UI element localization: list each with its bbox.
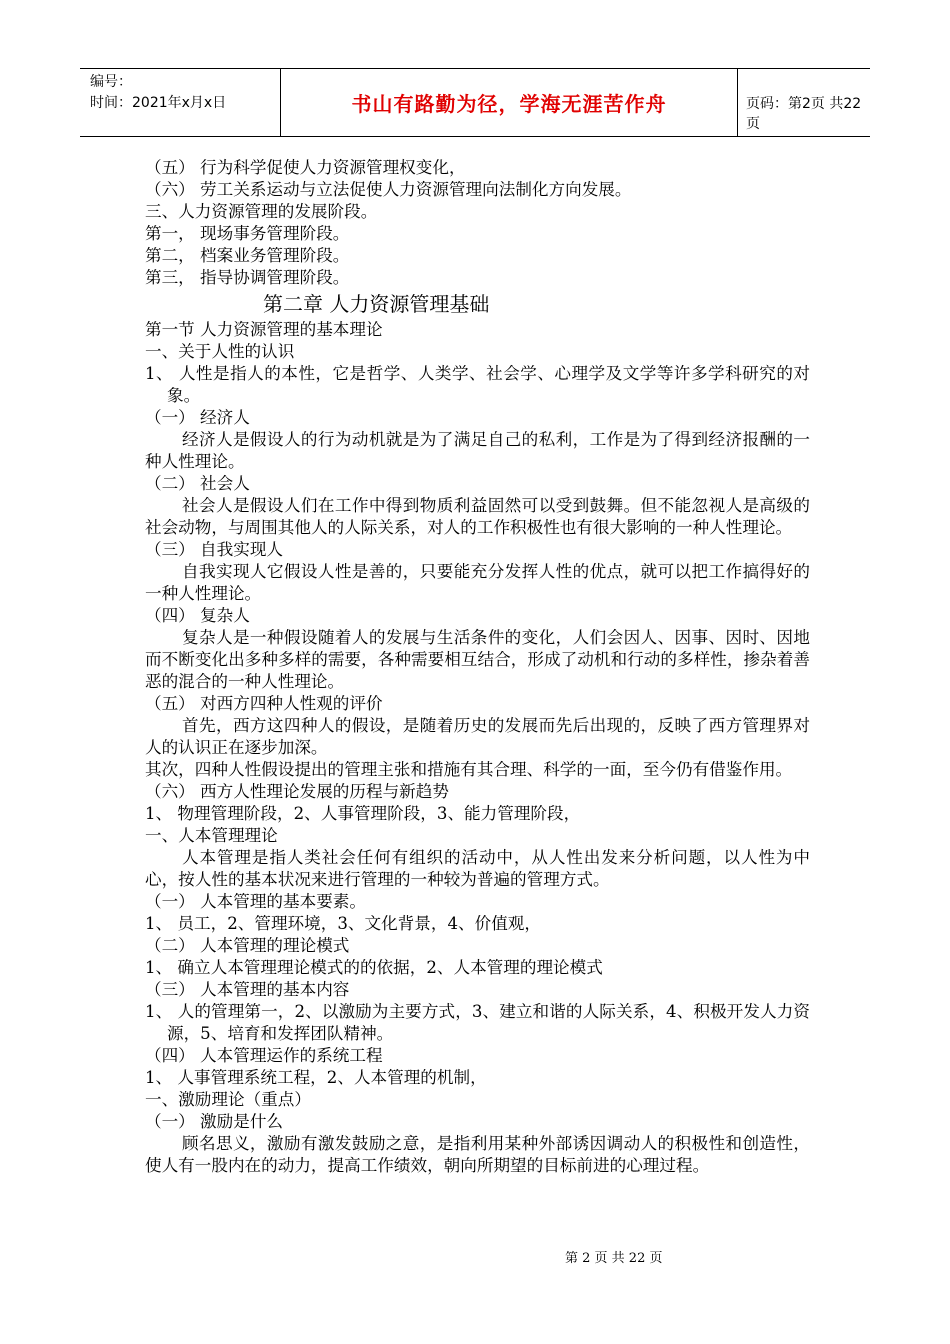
paragraph: 人本管理是指人类社会任何有组织的活动中，从人性出发来分析问题，以人性为中心，按人性的基本状况来进行管理的一种较为普遍的管理方式。 [145, 848, 810, 889]
section-heading: 一、关于人性的认识 [145, 342, 295, 361]
subsection-heading: （五） 对西方四种人性观的评价 [145, 694, 383, 713]
subsection-heading: （一） 激励是什么 [145, 1112, 284, 1131]
paragraph: 自我实现人它假设人性是善的，只要能充分发挥人性的优点，就可以把工作搞得好的一种人性理论。 [145, 562, 810, 603]
document-time-label: 时间：2021年x月x日 [90, 95, 227, 111]
body-line: （五） 行为科学促使人力资源管理权变化， [145, 158, 466, 177]
header-motto: 书山有路勤为径，学海无涯苦作舟 [280, 69, 738, 136]
header-page-info: 页码：第2页 共22页 [746, 96, 862, 132]
subsection-heading: （三） 人本管理的基本内容 [145, 980, 350, 999]
section-heading: 第一节 人力资源管理的基本理论 [145, 320, 383, 339]
chapter-title: 第二章 人力资源管理基础 [263, 292, 490, 316]
header-left [90, 72, 226, 114]
subsection-heading: （六） 西方人性理论发展的历程与新趋势 [145, 782, 449, 801]
document-number-label: 编号： [90, 74, 132, 90]
page-footer: 第 2 页 共 22 页 [565, 1251, 663, 1266]
document-body [145, 157, 810, 1177]
subsection-heading: （一） 经济人 [145, 408, 250, 427]
section-heading: 一、人本管理理论 [145, 826, 278, 845]
subsection-heading: （二） 人本管理的理论模式 [145, 936, 350, 955]
paragraph: 复杂人是一种假设随着人的发展与生活条件的变化，人们会因人、因事、因时、因地而不断变化出多种多样的需要，各种需要相互结合，形成了动机和行动的多样性，掺杂着善恶的混合的一种人性理论。 [145, 628, 810, 691]
numbered-list-line: 1、 员工，2、管理环境，3、文化背景，4、价值观， [145, 914, 541, 933]
page-header [80, 68, 870, 137]
subsection-heading: （一） 人本管理的基本要素。 [145, 892, 366, 911]
paragraph: 其次，四种人性假设提出的管理主张和措施有其合理、科学的一面，至今仍有借鉴作用。 [145, 760, 793, 779]
subsection-heading: （四） 人本管理运作的系统工程 [145, 1046, 383, 1065]
body-line: 第三， 指导协调管理阶段。 [145, 268, 350, 287]
numbered-list-line: 1、 物理管理阶段，2、人事管理阶段，3、能力管理阶段， [145, 804, 581, 823]
numbered-list-line: 1、 确立人本管理理论模式的的依据，2、人本管理的理论模式 [145, 958, 603, 977]
section-heading: 三、人力资源管理的发展阶段。 [145, 202, 378, 221]
numbered-paragraph: 1、 人性是指人的本性，它是哲学、人类学、社会学、心理学及文学等许多学科研究的对象。 [145, 364, 810, 405]
body-line: 第二， 档案业务管理阶段。 [145, 246, 350, 265]
numbered-list-line: 1、 人事管理系统工程，2、人本管理的机制， [145, 1068, 487, 1087]
subsection-heading: （三） 自我实现人 [145, 540, 284, 559]
subsection-heading: （四） 复杂人 [145, 606, 250, 625]
paragraph: 顾名思义，激励有激发鼓励之意，是指利用某种外部诱因调动人的积极性和创造性，使人有一股内在的动力，提高工作绩效，朝向所期望的目标前进的心理过程。 [145, 1134, 810, 1175]
paragraph: 社会人是假设人们在工作中得到物质利益固然可以受到鼓舞。但不能忽视人是高级的社会动物，与周围其他人的人际关系，对人的工作积极性也有很大影响的一种人性理论。 [145, 496, 810, 537]
subsection-heading: （二） 社会人 [145, 474, 250, 493]
body-line: 第一， 现场事务管理阶段。 [145, 224, 350, 243]
numbered-paragraph: 1、 人的管理第一，2、以激励为主要方式，3、建立和谐的人际关系，4、积极开发人力资源，5、培育和发挥团队精神。 [145, 1002, 810, 1043]
section-heading: 一、激励理论（重点） [145, 1090, 311, 1109]
body-line: （六） 劳工关系运动与立法促使人力资源管理向法制化方向发展。 [145, 180, 632, 199]
paragraph: 首先，西方这四种人的假设，是随着历史的发展而先后出现的，反映了西方管理界对人的认识正在逐步加深。 [145, 716, 810, 757]
paragraph: 经济人是假设人的行为动机就是为了满足自己的私利，工作是为了得到经济报酬的一种人性理论。 [145, 430, 810, 471]
